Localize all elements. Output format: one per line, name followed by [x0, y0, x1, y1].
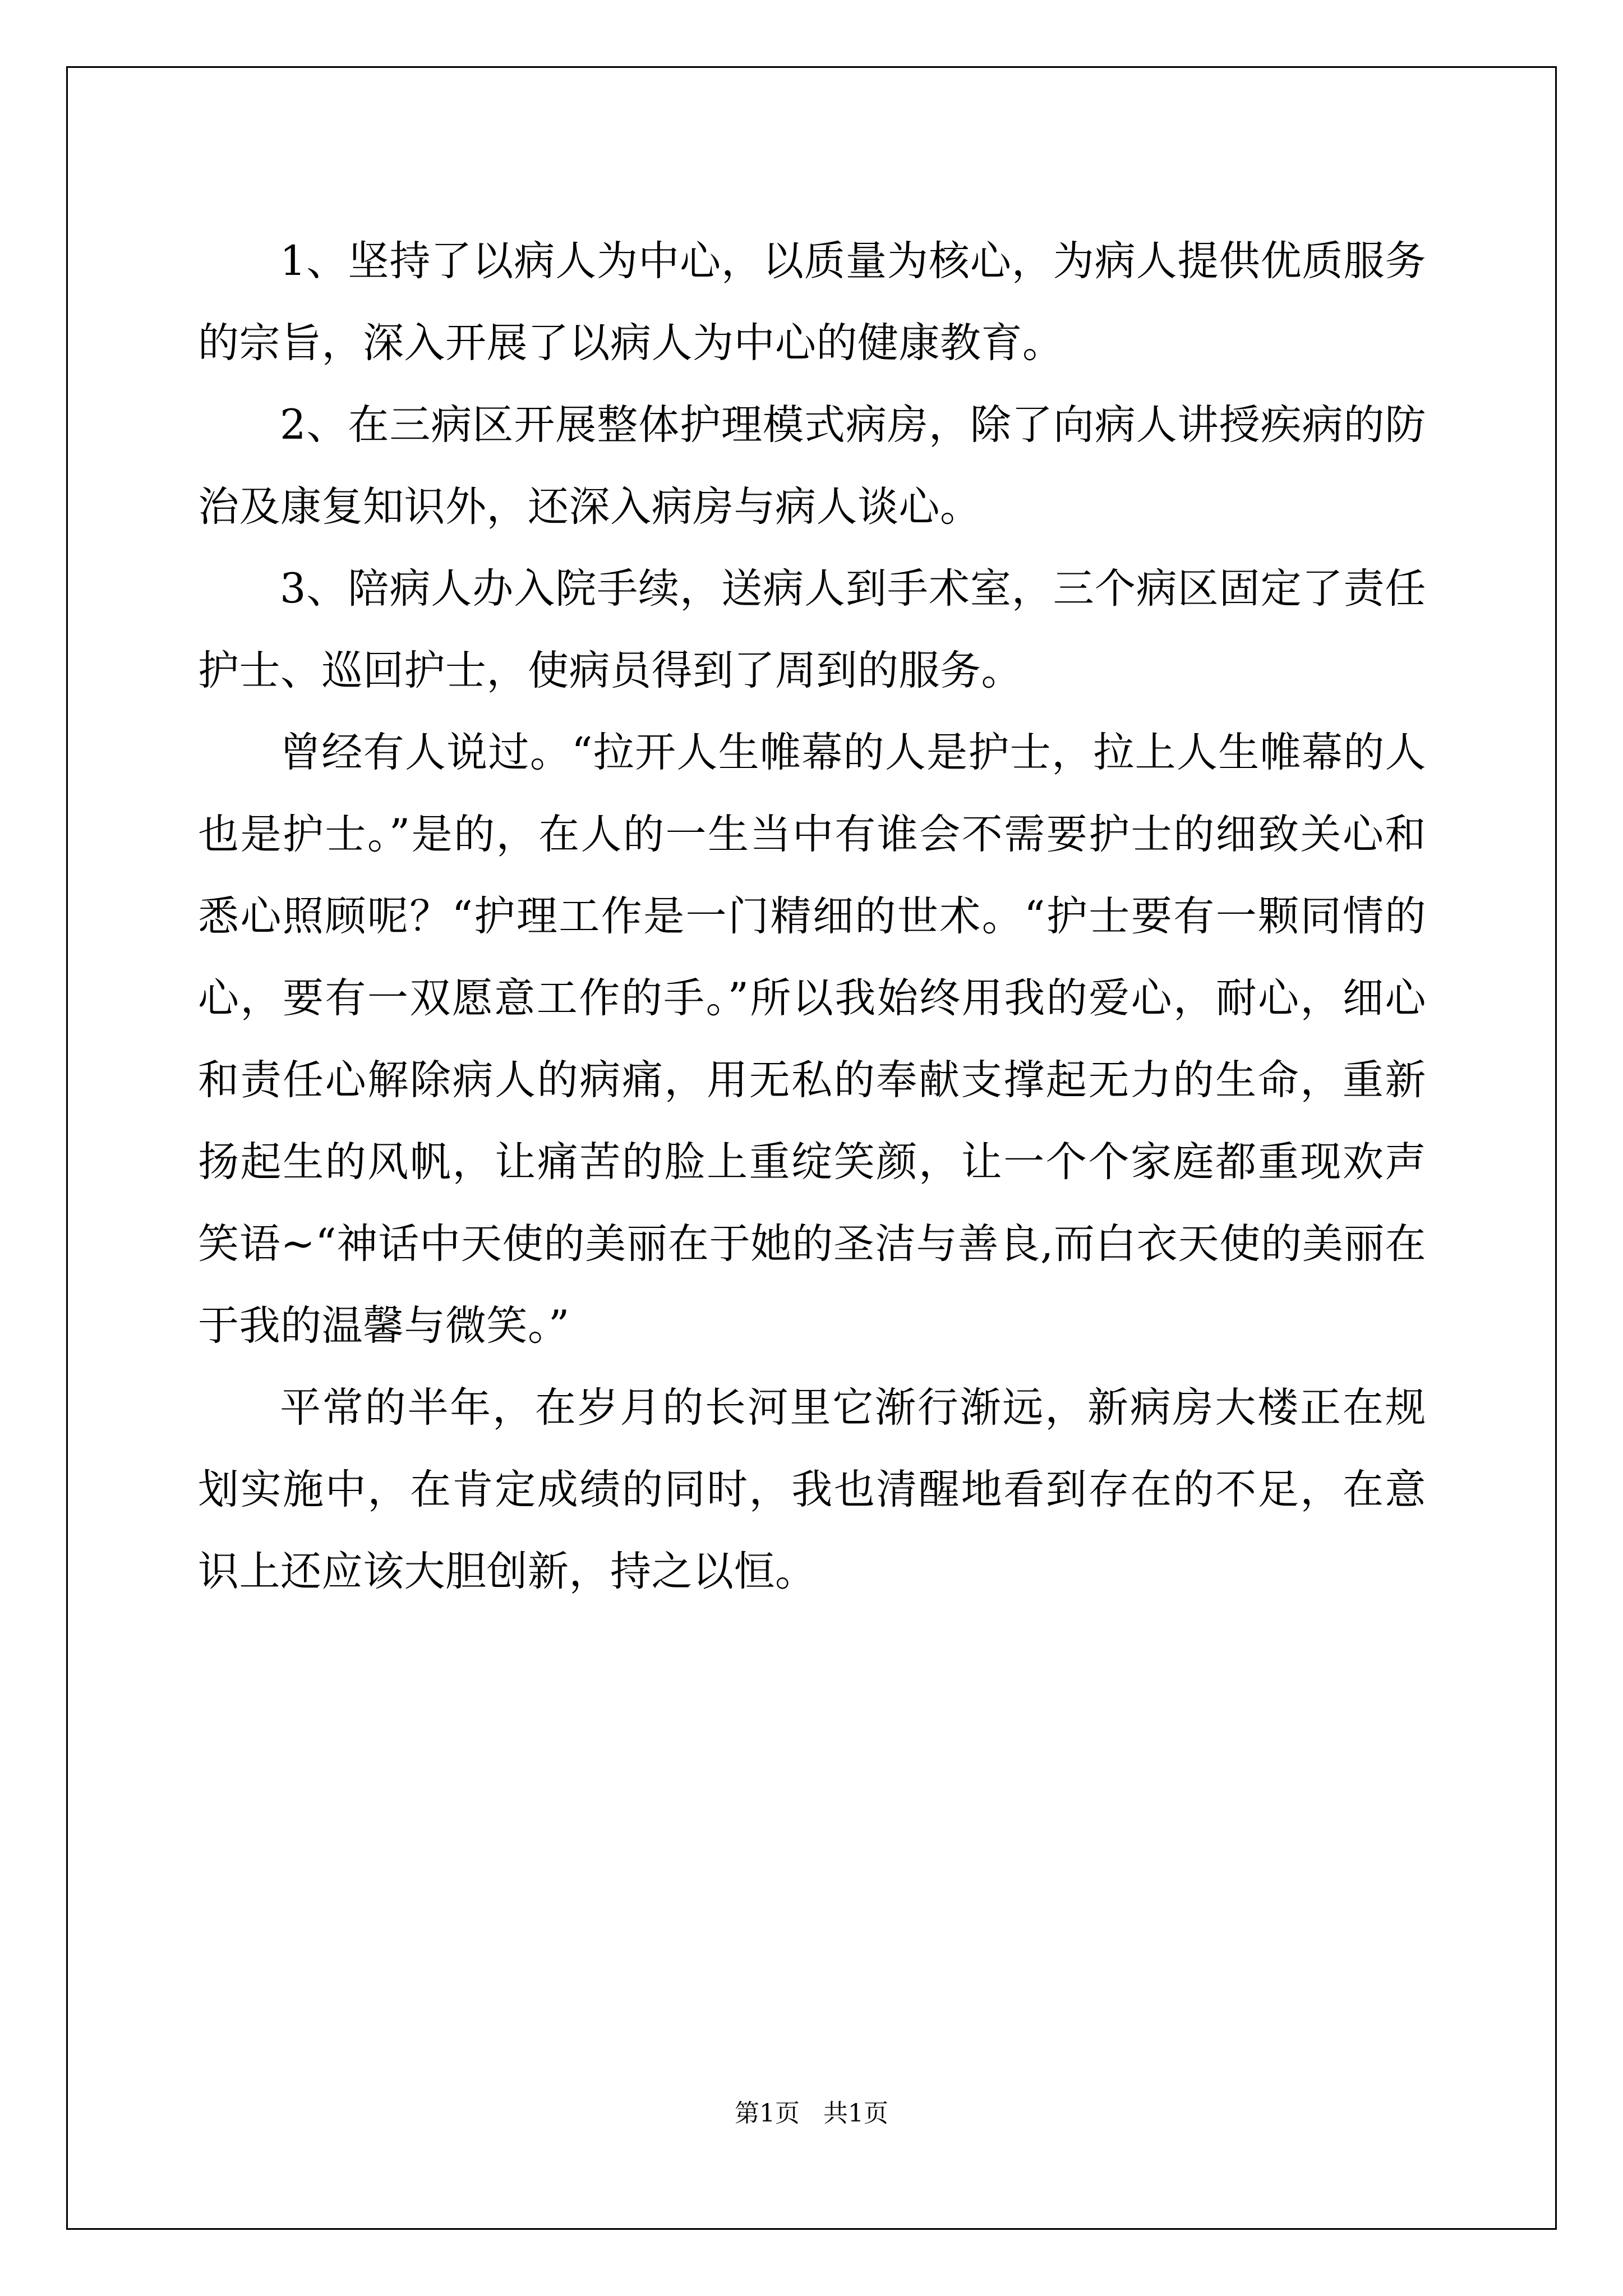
- paragraph-5: 平常的半年，在岁月的长河里它渐行渐远，新病房大楼正在规划实施中，在肯定成绩的同时，我也清醒地看到存在的不足，在意识上还应该大胆创新，持之以恒。: [198, 1384, 1426, 1595]
- paragraph-4: 曾经有人说过。“拉开人生帷幕的人是护士，拉上人生帷幕的人也是护士。”是的，在人的一生当中有谁会不需要护士的细致关心和悉心照顾呢？“护理工作是一门精细的世术。“护士要有一颗同情的心，要有一双愿意工作的手。”所以我始终用我的爱心，耐心，细心和责任心解除病人的病痛，用无私的奉献支撑起无力的生命，重新扬起生的风帆，让痛苦的脸上重绽笑颜，让一个个家庭都重现欢声笑语~“神话中天使的美丽在于她的圣洁与善良,而白衣天使的美丽在于我的温馨与微笑。”: [198, 729, 1426, 1350]
- document-body: [198, 220, 1426, 1613]
- paragraph-3: 3、陪病人办入院手续，送病人到手术室，三个病区固定了责任护士、巡回护士，使病员得到了周到的服务。: [198, 565, 1426, 694]
- paragraph-1: 1、坚持了以病人为中心，以质量为核心，为病人提供优质服务的宗旨，深入开展了以病人为中心的健康教育。: [198, 237, 1426, 367]
- paragraph-2: 2、在三病区开展整体护理模式病房，除了向病人讲授疾病的防治及康复知识外，还深入病房与病人谈心。: [198, 401, 1426, 531]
- page-footer: 第1页 共1页: [735, 2099, 888, 2128]
